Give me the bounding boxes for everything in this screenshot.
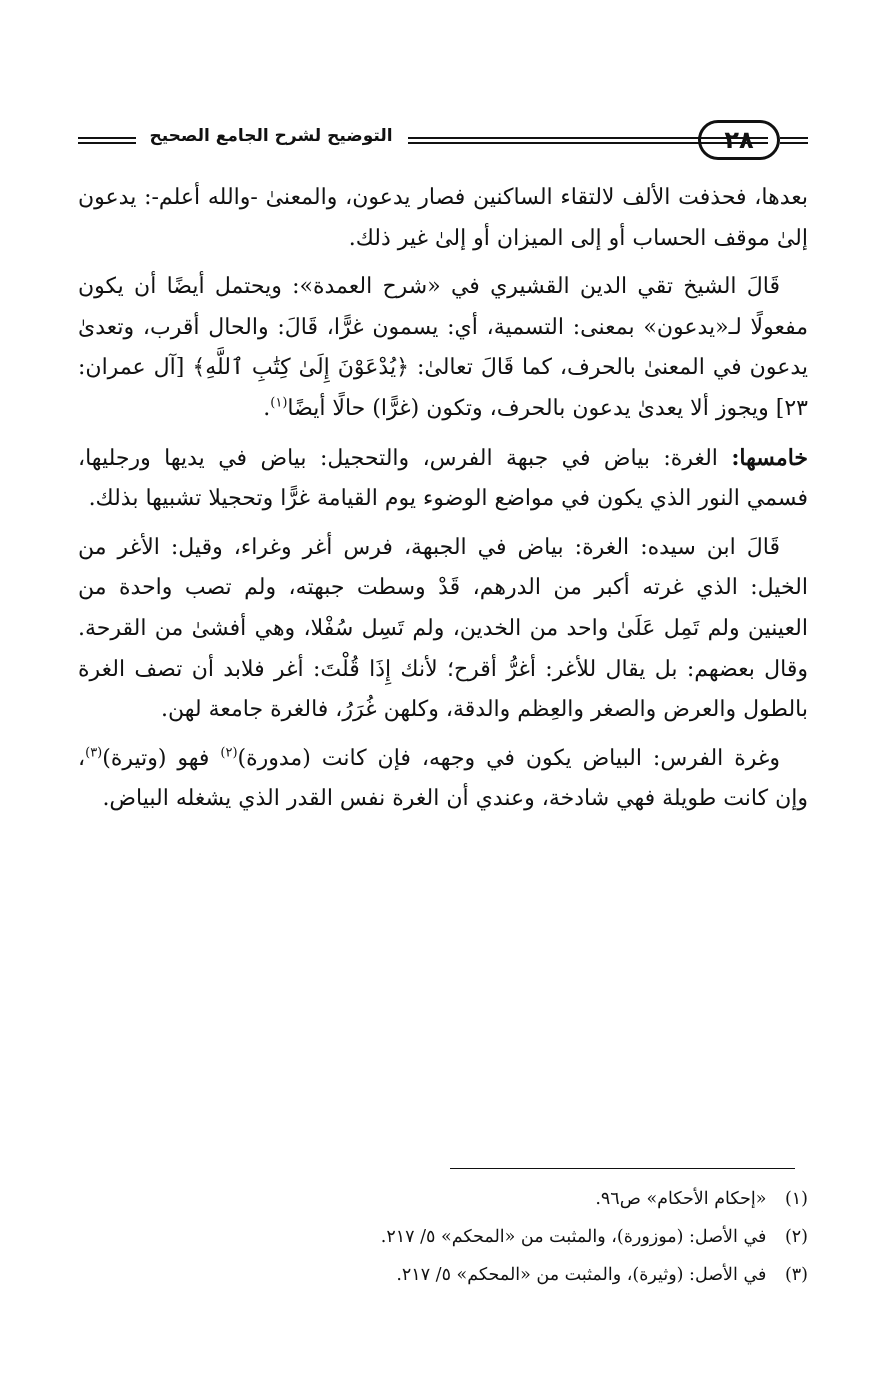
paragraph-3-text: الغرة: بياض في جبهة الفرس، والتحجيل: بياض في يديها ورجليها، فسمي النور الذي يكون في مواضع الوضوء يوم القيامة غرًّا وتحجيلا تشبيها بذلك. [78, 445, 808, 512]
paragraph-4: قَالَ ابن سيده: الغرة: بياض في الجبهة، فرس أغر وغراء، وقيل: الأغر من الخيل: الذي غرته أكبر من الدرهم، قَدْ وسطت جبهته، ولم تصب واحدة من العينين ولم تَمِل عَلَىٰ واحد من الخدين، ولم تَسِل سُفْلا، وهي أفشىٰ من القرحة. وقال بعضهم: بل يقال للأغر: أغرُّ أقرح؛ لأنك إِذَا قُلْتَ: أغر فلابد أن تصف الغرة بالطول والعرض والصغر والعِظم والدقة، وكلهن غُرَرُ، فالغرة جامعة لهن. [78, 534, 808, 723]
paragraph-3-lead: خامسها: [731, 444, 808, 471]
footnote-text: «إحكام الأحكام» ص٩٦. [595, 1189, 767, 1209]
header-rule-right [780, 137, 808, 144]
footnote-ref-1: (١) [270, 395, 288, 411]
footnote-number: (٣) [784, 1265, 808, 1285]
running-title: التوضيح لشرح الجامع الصحيح [149, 126, 393, 146]
page-number: ٢٨ [698, 120, 780, 160]
running-header [78, 120, 808, 164]
paragraph-5-text-a: وغرة الفرس: البياض يكون في وجهه، فإن كانت (مدورة) [237, 745, 780, 771]
footnotes [78, 1180, 808, 1294]
footnote-number: (١) [784, 1189, 808, 1209]
header-rule-left [78, 137, 136, 144]
paragraph-2-end: . [263, 395, 271, 421]
paragraph-5-text-b: فهو (وتيرة) [102, 745, 221, 771]
footnote-2 [78, 1218, 808, 1256]
paragraph-1: بعدها، فحذفت الألف لالتقاء الساكنين فصار يدعون، والمعنىٰ -والله أعلم-: يدعون إلىٰ موقف الحساب أو إلى الميزان أو إلىٰ غير ذلك. [78, 185, 809, 251]
paragraph-2 [78, 267, 808, 429]
paragraph-5-text-c: ، وإن كانت طويلة فهي شادخة، وعندي أن الغرة نفس القدر الذي يشغله البياض. [78, 745, 808, 812]
paragraph-3 [78, 438, 808, 520]
footnote-1 [78, 1180, 808, 1218]
paragraph-2-text: قَالَ الشيخ تقي الدين القشيري في «شرح العمدة»: ويحتمل أيضًا أن يكون مفعولًا لـ«يدعون» بمعنى: التسمية، أي: يسمون غرًّا، قَالَ: والحال أقرب، وتعدىٰ يدعون في المعنىٰ بالحرف، كما قَالَ تعالىٰ: ﴿يُدْعَوْنَ إِلَىٰ كِتَٰبِ ٱللَّهِ﴾ [آل عمران: ٢٣] ويجوز ألا يعدىٰ يدعون بالحرف، وتكون (غرًّا) حالًا أيضًا [78, 274, 808, 421]
footnote-separator [450, 1168, 795, 1169]
footnote-ref-3: (٣) [85, 745, 103, 761]
footnote-ref-2: (٢) [220, 745, 238, 761]
main-text [78, 178, 808, 828]
paragraph-5 [78, 739, 808, 820]
footnote-number: (٢) [784, 1227, 808, 1247]
footnote-text: في الأصل: (وثيرة)، والمثبت من «المحكم» ٥/ ٢١٧. [396, 1265, 767, 1285]
footnote-text: في الأصل: (موزورة)، والمثبت من «المحكم» ٥/ ٢١٧. [380, 1227, 767, 1247]
footnote-3 [78, 1256, 808, 1294]
